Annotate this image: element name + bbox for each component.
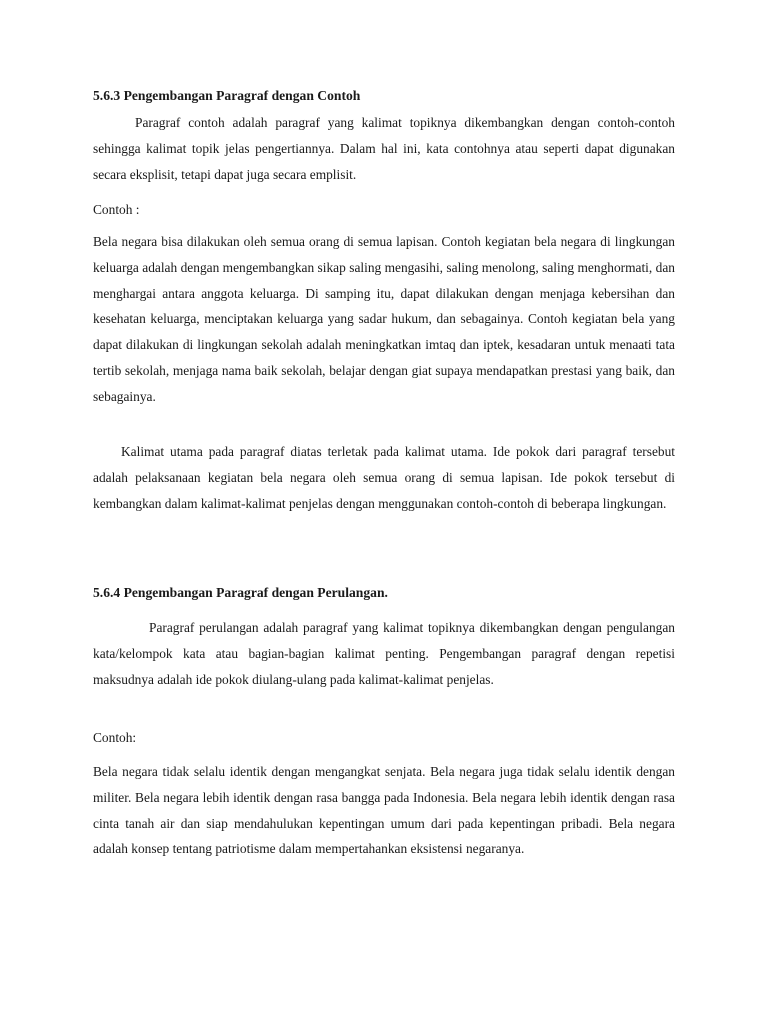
section-5-6-3-example-label: Contoh : xyxy=(93,202,140,217)
section-5-6-4-intro-paragraph: Paragraf perulangan adalah paragraf yang kalimat topiknya dikembangkan dengan pengulangan kata/kelompok kata atau bagian-bagian kalimat penting. Pengembangan paragraf dengan repetisi maksudnya adalah ide pokok diulang-ulang pada kalimat-kalimat penjelas. xyxy=(93,620,675,687)
section-5-6-3-analysis-paragraph: Kalimat utama pada paragraf diatas terletak pada kalimat utama. Ide pokok dari paragraf tersebut adalah pelaksanaan kegiatan bela negara oleh semua orang di semua lapisan. Ide pokok tersebut di kembangkan dalam kalimat-kalimat penjelas dengan menggunakan contoh-contoh di beberapa lingkungan. xyxy=(93,444,675,511)
section-5-6-3-intro-paragraph: Paragraf contoh adalah paragraf yang kalimat topiknya dikembangkan dengan contoh-contoh sehingga kalimat topik jelas pengertiannya. Dalam hal ini, kata contohnya atau seperti dapat digunakan secara eksplisit, tetapi dapat juga secara emplisit. xyxy=(93,115,675,182)
section-5-6-4-example-paragraph: Bela negara tidak selalu identik dengan mengangkat senjata. Bela negara juga tidak selalu identik dengan militer. Bela negara lebih identik dengan rasa bangga pada Indonesia. Bela negara lebih identik dengan rasa cinta tanah air dan siap mendahulukan kepentingan umum dari pada kepentingan pribadi. Bela negara adalah konsep tentang patriotisme dalam mempertahankan eksistensi negaranya. xyxy=(93,764,675,857)
section-heading-5-6-4: 5.6.4 Pengembangan Paragraf dengan Perulangan. xyxy=(93,585,388,600)
section-5-6-3-example-paragraph: Bela negara bisa dilakukan oleh semua orang di semua lapisan. Contoh kegiatan bela negara di lingkungan keluarga adalah dengan mengembangkan sikap saling mengasihi, saling menolong, saling menghormati, dan menghargai antara anggota keluarga. Di samping itu, dapat dilakukan dengan menjaga kebersihan dan kesehatan keluarga, menciptakan keluarga yang sadar hukum, dan sebagainya. Contoh kegiatan bela yang dapat dilakukan di lingkungan sekolah adalah meningkatkan imtaq dan iptek, kesadaran untuk menaati tata tertib sekolah, menjaga nama baik sekolah, belajar dengan giat supaya mendapatkan prestasi yang baik, dan sebagainya. xyxy=(93,234,675,404)
section-5-6-4-example-label: Contoh: xyxy=(93,730,137,745)
section-heading-5-6-3: 5.6.3 Pengembangan Paragraf dengan Contoh xyxy=(93,88,361,103)
